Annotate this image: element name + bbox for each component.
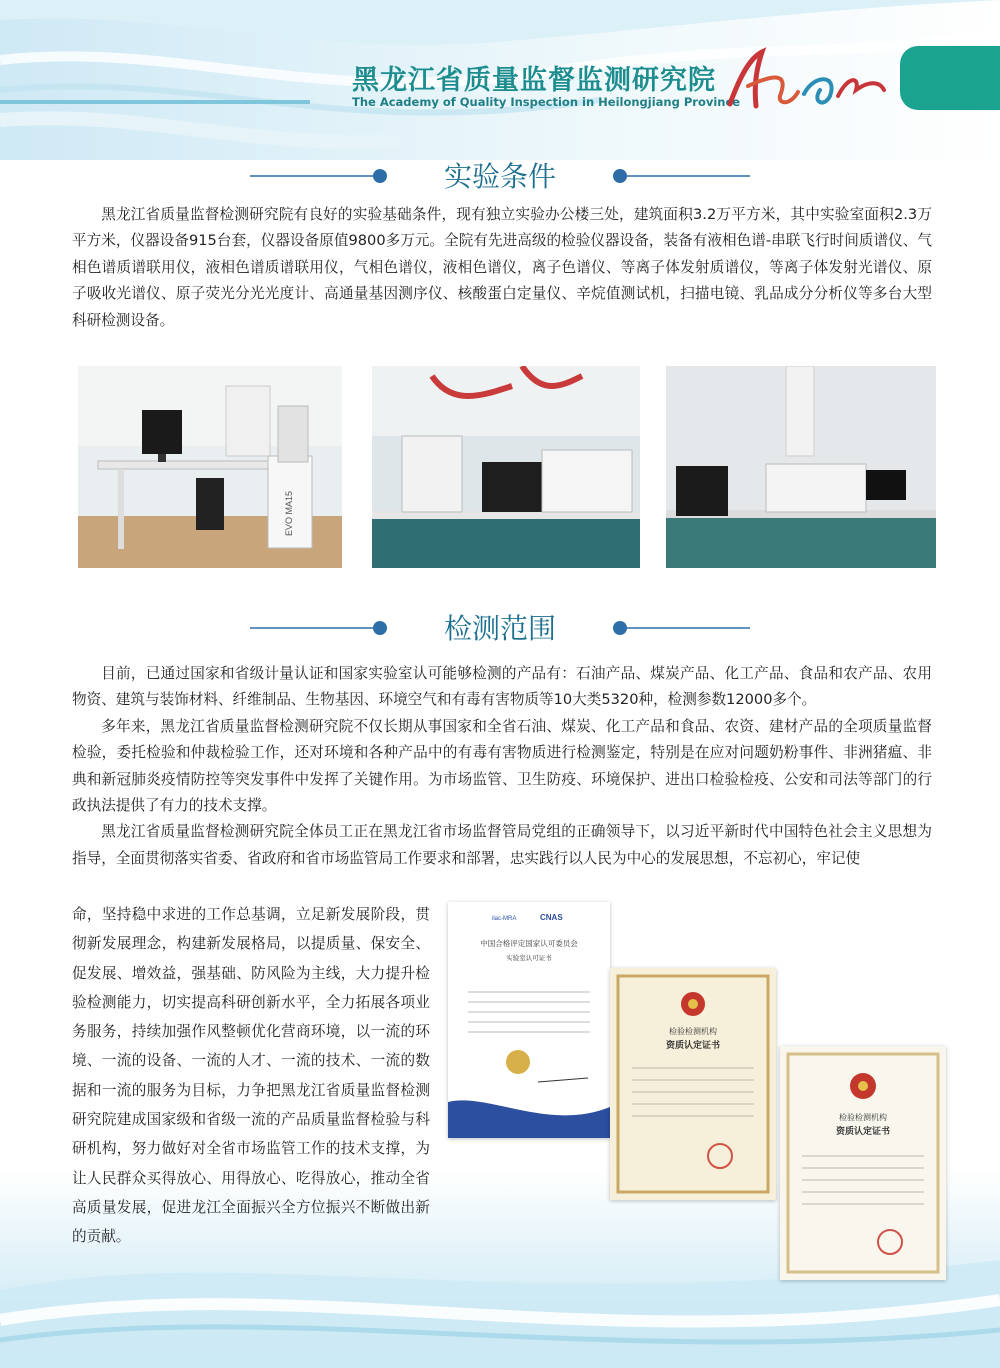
section2-title: 检测范围 — [443, 612, 556, 645]
institute-title-cn: 黑龙江省质量监督监测研究院 — [352, 65, 716, 96]
cma2-org: 检验检测机构 — [839, 1113, 887, 1122]
section2-body — [72, 661, 932, 872]
cma1-org: 检验检测机构 — [669, 1027, 717, 1036]
photo-electron-microscope — [78, 366, 342, 568]
header-corner-tab — [900, 46, 1000, 110]
cma-qualification-certificate-2 — [780, 1046, 946, 1280]
section2-paragraph-3-wrapped: 命，坚持稳中求进的工作总基调，立足新发展阶段，贯彻新发展理念，构建新发展格局，以提质量、保安全、促发展、增效益，强基础、防风险为主线，大力提升检验检测能力，切实提高科研创新水平，全力拓展各项业务服务，持续加强作风整顿优化营商环境，以一流的环境、一流的设备、一流的人才、一流的技术、一流的数据和一流的服务为目标，力争把黑龙江省质量监督检测研究院建成国家级和省级一流的产品质量监督检验与科研机构，努力做好对全省市场监管工作的技术支撑，为让人民群众买得放心、用得放心、吃得放心，推动全省高质量发展，促进龙江全面振兴全方位振兴不断做出新的贡献。 — [72, 906, 430, 1246]
cma-qualification-certificate-1 — [610, 968, 776, 1200]
institute-title-en: The Academy of Quality Inspection in Heilongjiang Province — [352, 95, 741, 109]
ilac-badge: ilac-MRA — [492, 916, 517, 922]
section2-paragraph-2: 多年来，黑龙江省质量监督检测研究院不仅长期从事国家和全省石油、煤炭、化工产品和食品、农资、建材产品的全项质量监督检验，委托检验和仲裁检验工作，还对环境和各种产品中的有毒有害物质进行检测鉴定，特别是在应对问题奶粉事件、非洲猪瘟、非典和新冠肺炎疫情防控等突发事件中发挥了关键作用。为市场监管、卫生防疫、环境保护、进出口检验检疫、公安和司法等部门的行政执法提供了有力的技术支撑。 — [72, 717, 932, 815]
section2-paragraph-1: 目前，已通过国家和省级计量认证和国家实验室认可能够检测的产品有：石油产品、煤炭产品、化工产品、食品和农产品、农用物资、建筑与装饰材料、纤维制品、生物基因、环境空气和有毒有害物质等10大类5320种，检测参数12000多个。 — [72, 665, 932, 709]
photo-mass-spectrometry-lab — [666, 366, 936, 568]
section1-body — [72, 202, 932, 334]
section1-paragraph: 黑龙江省质量监督检测研究院有良好的实验基础条件，现有独立实验办公楼三处，建筑面积3.2万平方米，其中实验室面积2.3万平方米，仪器设备915台套，仪器设备原值9800多万元。全院有先进高级的检验仪器设备，装备有液相色谱-串联飞行时间质谱仪、气相色谱质谱联用仪，液相色谱质谱联用仪，气相色谱仪，液相色谱仪，离子色谱仪、等离子体发射质谱仪，等离子体发射光谱仪、原子吸收光谱仪、原子荧光分光光度计、高通量基因测序仪、核酸蛋白定量仪、辛烷值测试机，扫描电镜、乳品成分分析仪等多台大型科研检测设备。 — [72, 206, 932, 329]
cnas-accreditation-certificate — [448, 902, 610, 1138]
cma2-title: 资质认定证书 — [835, 1127, 891, 1137]
cnas-cert-title: 实验室认可证书 — [506, 954, 552, 962]
hqi-calligraphy-logo-icon — [720, 46, 890, 116]
cnas-org-name: 中国合格评定国家认可委员会 — [480, 939, 578, 948]
photo1-instrument-label: EVO MA15 — [284, 490, 294, 536]
photo-chromatography-lab — [372, 366, 640, 568]
section2-paragraph-3-start: 黑龙江省质量监督检测研究院全体员工正在黑龙江省市场监督管局党组的正确领导下，以习近平新时代中国特色社会主义思想为指导，全面贯彻落实省委、省政府和省市场监管局工作要求和部署，忠实践行以人民为中心的发展思想，不忘初心，牢记使 — [72, 823, 932, 867]
cma1-title: 资质认定证书 — [665, 1041, 721, 1051]
cnas-badge: CNAS — [540, 913, 563, 922]
section1-title: 实验条件 — [443, 160, 556, 193]
